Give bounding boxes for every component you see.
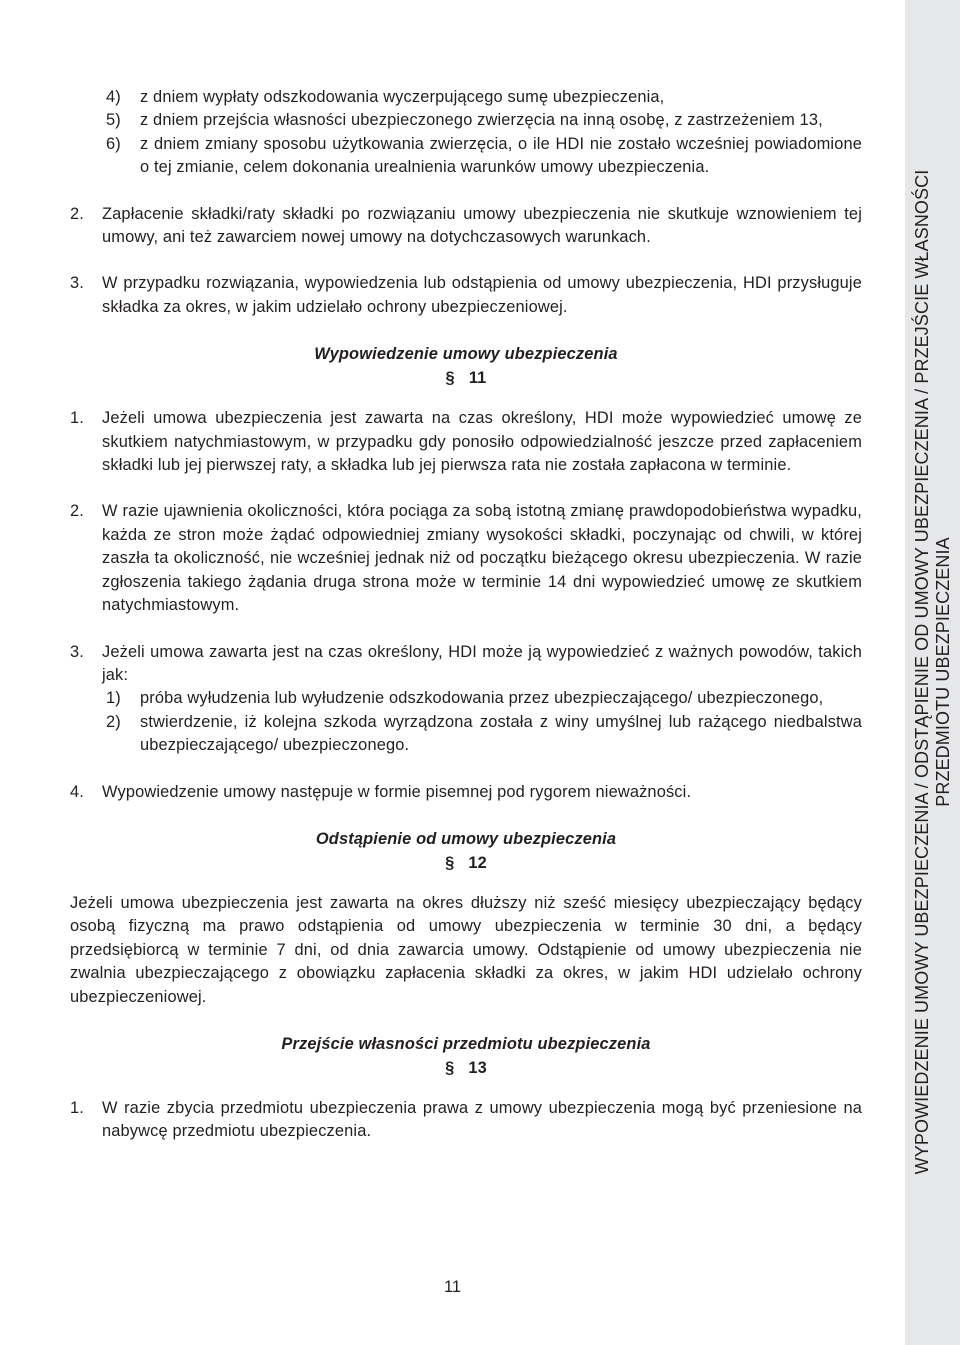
section-number-13 [70, 1056, 862, 1080]
list-item-text: z dniem wypłaty odszkodowania wyczerpującego sumę ubezpieczenia, [140, 88, 665, 106]
paragraph-11-1 [70, 407, 862, 477]
paragraph-11-4 [70, 781, 862, 804]
list-item-number: 2) [106, 712, 121, 731]
list-item [70, 711, 862, 758]
list-item [70, 133, 862, 180]
section-12-body: Jeżeli umowa ubezpieczenia jest zawarta na okres dłuższy niż sześć miesięcy ubezpieczający będący osobą fizyczną ma prawo odstąpienia od umowy ubezpieczenia w terminie 30 dni, a będący przedsiębiorcą w terminie 7 dni, od dnia zawarcia umowy. Odstąpienie od umowy ubezpieczenia nie zwalnia ubezpieczającego z obowiązku zapłacenia składki za okres, w jakim HDI udzielało ochrony ubezpieczeniowej. [70, 893, 862, 1006]
paragraph-text: W przypadku rozwiązania, wypowiedzenia lub odstąpienia od umowy ubezpieczenia, HDI przysługuje składka za okres, w jakim udzielało ochrony ubezpieczeniowej. [102, 274, 862, 316]
document-page [70, 86, 862, 1144]
paragraph-text: Jeżeli umowa zawarta jest na czas określony, HDI może ją wypowiedzieć z ważnych powodów, takich jak: [102, 642, 862, 684]
paragraph-13-1 [70, 1097, 862, 1144]
list-item [70, 86, 862, 109]
paragraph-sign: § [445, 853, 455, 872]
section-number: 12 [468, 853, 487, 872]
section-number: 11 [468, 369, 487, 388]
list-item [70, 109, 862, 132]
section-number-11 [70, 366, 862, 390]
list-item-number: 4) [106, 88, 121, 106]
paragraph-text: Jeżeli umowa ubezpieczenia jest zawarta na czas określony, HDI może wypowiedzieć umowę ze skutkiem natychmiastowym, w przypadku gdy ponosiło odpowiedzialność jeszcze przed zapłaceniem składki lub jej pierwszej raty, a składka lub jej pierwsza rata nie została zapłacona w terminie. [102, 409, 862, 475]
sidebar-title-line-2: PRZEDMIOTU UBEZPIECZENIA [932, 537, 953, 807]
paragraph-number: 2. [70, 502, 84, 521]
list-item-number: 1) [106, 689, 121, 708]
paragraph-11-3 [70, 641, 862, 688]
section-heading-withdrawal: Odstąpienie od umowy ubezpieczenia [315, 829, 617, 848]
sidebar-title-line-1: WYPOWIEDZENIE UMOWY UBEZPIECZENIA / ODSTĄPIENIE OD UMOWY UBEZPIECZENIA / PRZEJŚCIE WŁASNOŚCI [911, 169, 932, 1175]
list-item-number: 6) [106, 134, 121, 153]
section-number-12 [70, 851, 862, 875]
section-heading-ownership-transfer: Przejście własności przedmiotu ubezpieczenia [281, 1034, 651, 1053]
paragraph-number: 3. [70, 642, 84, 661]
section-sidebar [905, 0, 960, 1345]
sidebar-title [912, 37, 954, 1307]
paragraph-sign: § [445, 1058, 455, 1077]
paragraph-text: Zapłacenie składki/raty składki po rozwiązaniu umowy ubezpieczenia nie skutkuje wznowieniem tej umowy, ani też zawarciem nowej umowy na dotychczasowych warunkach. [102, 204, 862, 247]
paragraph-text: Wypowiedzenie umowy następuje w formie pisemnej pod rygorem nieważności. [102, 782, 692, 801]
paragraph-text: W razie ujawnienia okoliczności, która pociąga za sobą istotną zmianę prawdopodobieństwa wypadku, każda ze stron może żądać odpowiedniej zmiany wysokości składki, poczynając od chwili, w której zaszła ta okoliczność, nie wcześniej jednak niż od początku bieżącego okresu ubezpieczenia. W razie zgłoszenia takiego żądania druga strona może w terminie 14 dni wypowiedzieć umowę ze skutkiem natychmiastowym. [102, 502, 862, 615]
paragraph-11-2 [70, 500, 862, 617]
list-item-text: z dniem przejścia własności ubezpieczonego zwierzęcia na inną osobę, z zastrzeżeniem 13, [140, 111, 823, 130]
paragraph-number: 3. [70, 274, 84, 293]
section-number: 13 [468, 1058, 487, 1077]
paragraph-sign: § [445, 369, 455, 388]
paragraph-2 [70, 203, 862, 250]
paragraph-3 [70, 272, 862, 319]
list-item [70, 687, 862, 710]
paragraph-number: 4. [70, 782, 84, 801]
paragraph-number: 1. [70, 1098, 84, 1117]
list-item-text: próba wyłudzenia lub wyłudzenie odszkodowania przez ubezpieczającego/ ubezpieczonego, [140, 689, 824, 708]
list-item-text: z dniem zmiany sposobu użytkowania zwierzęcia, o ile HDI nie zostało wcześniej powiadomione o tej zmianie, celem dokonania urealnienia warunków umowy ubezpieczenia. [140, 134, 862, 177]
paragraph-number: 1. [70, 409, 84, 428]
paragraph-text: W razie zbycia przedmiotu ubezpieczenia prawa z umowy ubezpieczenia mogą być przeniesione na nabywcę przedmiotu ubezpieczenia. [102, 1098, 862, 1141]
list-item-number: 5) [106, 111, 121, 130]
paragraph-number: 2. [70, 204, 84, 223]
page-number: 11 [443, 1278, 461, 1296]
section-heading-termination: Wypowiedzenie umowy ubezpieczenia [314, 345, 618, 364]
list-item-text: stwierdzenie, iż kolejna szkoda wyrządzona została z winy umyślnej lub rażącego niedbalstwa ubezpieczającego/ ubezpieczonego. [140, 712, 862, 755]
